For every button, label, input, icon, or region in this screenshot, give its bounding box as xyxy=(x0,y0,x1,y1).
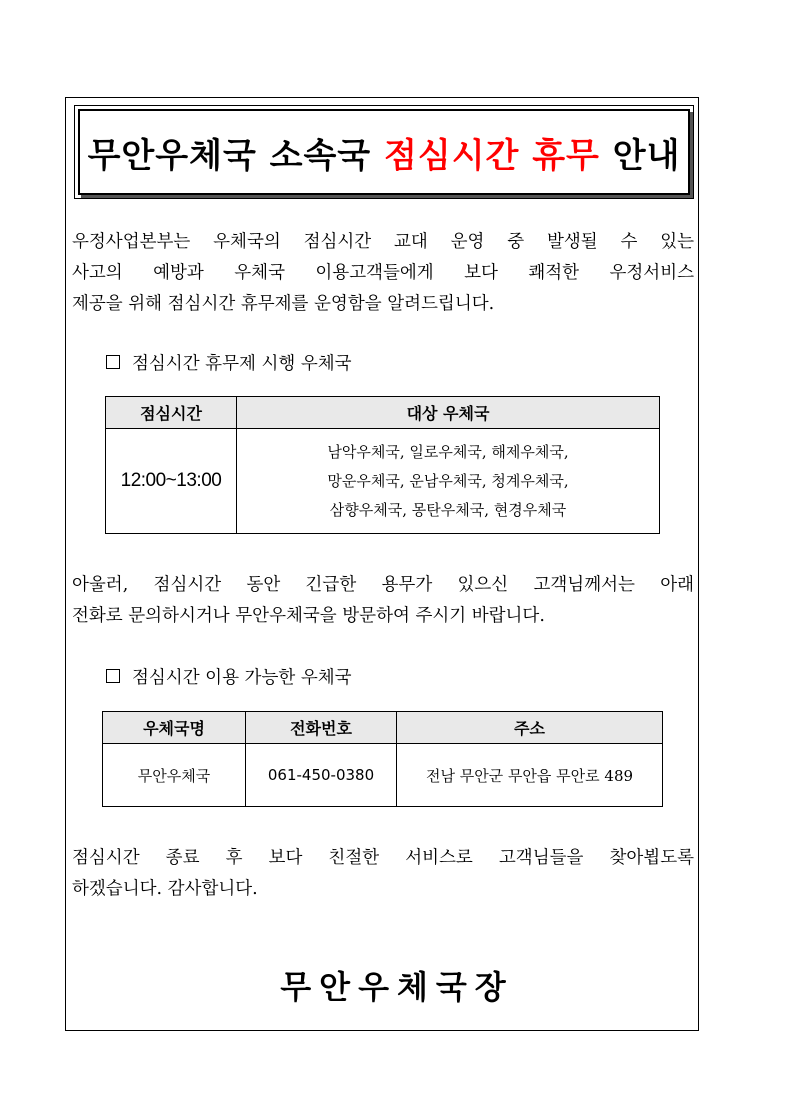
notice-line-1: 아울러, 점심시간 동안 긴급한 용무가 있으신 고객님께서는 아래 xyxy=(72,575,694,595)
intro-paragraph xyxy=(72,227,694,320)
title-box xyxy=(74,105,694,199)
table-row xyxy=(106,429,660,534)
open-office-table xyxy=(102,711,663,807)
title-inner-frame xyxy=(78,109,690,195)
title-highlight: 점심시간 휴무 xyxy=(384,135,600,176)
offices-line-1: 남악우체국, 일로우체국, 해제우체국, xyxy=(327,442,569,461)
header-lunch-time: 점심시간 xyxy=(106,397,237,429)
closing-line-1: 점심시간 종료 후 보다 친절한 서비스로 고객님들을 찾아뵙도록 xyxy=(72,848,694,868)
header-address: 주소 xyxy=(397,712,663,744)
header-target-offices: 대상 우체국 xyxy=(237,397,660,429)
offices-line-2: 망운우체국, 운남우체국, 청계우체국, xyxy=(327,471,569,490)
table-header-row xyxy=(103,712,663,744)
lunch-time-value: 12:00~13:00 xyxy=(106,429,237,534)
table-header-row xyxy=(106,397,660,429)
signature: 무안우체국장 xyxy=(280,968,514,1006)
title-part1: 무안우체국 소속국 xyxy=(87,135,384,176)
page-title xyxy=(88,128,681,177)
intro-line-2: 사고의 예방과 우체국 이용고객들에게 보다 쾌적한 우정서비스 xyxy=(72,263,694,283)
closing-line-2: 하겠습니다. 감사합니다. xyxy=(72,879,258,899)
section1-heading-text: 점심시간 휴무제 시행 우체국 xyxy=(132,354,352,374)
notice-paragraph xyxy=(72,570,694,632)
address-value: 전남 무안군 무안읍 무안로 489 xyxy=(397,744,663,807)
phone-value: 061-450-0380 xyxy=(246,744,397,807)
title-part2: 안내 xyxy=(599,135,681,176)
offices-line-3: 삼향우체국, 몽탄우체국, 현경우체국 xyxy=(329,500,567,519)
target-offices-cell xyxy=(237,429,660,534)
table-row xyxy=(103,744,663,807)
section2-heading xyxy=(106,664,352,689)
section2-heading-text: 점심시간 이용 가능한 우체국 xyxy=(132,668,352,688)
lunch-closure-table xyxy=(105,396,660,534)
intro-line-1: 우정사업본부는 우체국의 점심시간 교대 운영 중 발생될 수 있는 xyxy=(72,232,694,252)
section1-heading xyxy=(106,350,352,375)
closing-paragraph xyxy=(72,843,694,905)
checkbox-square-icon xyxy=(106,669,120,683)
checkbox-square-icon xyxy=(106,355,120,369)
intro-line-3: 제공을 위해 점심시간 휴무제를 운영함을 알려드립니다. xyxy=(72,294,495,314)
office-name-value: 무안우체국 xyxy=(103,744,246,807)
notice-line-2: 전화로 문의하시거나 무안우체국을 방문하여 주시기 바랍니다. xyxy=(72,606,545,626)
header-phone: 전화번호 xyxy=(246,712,397,744)
header-office-name: 우체국명 xyxy=(103,712,246,744)
